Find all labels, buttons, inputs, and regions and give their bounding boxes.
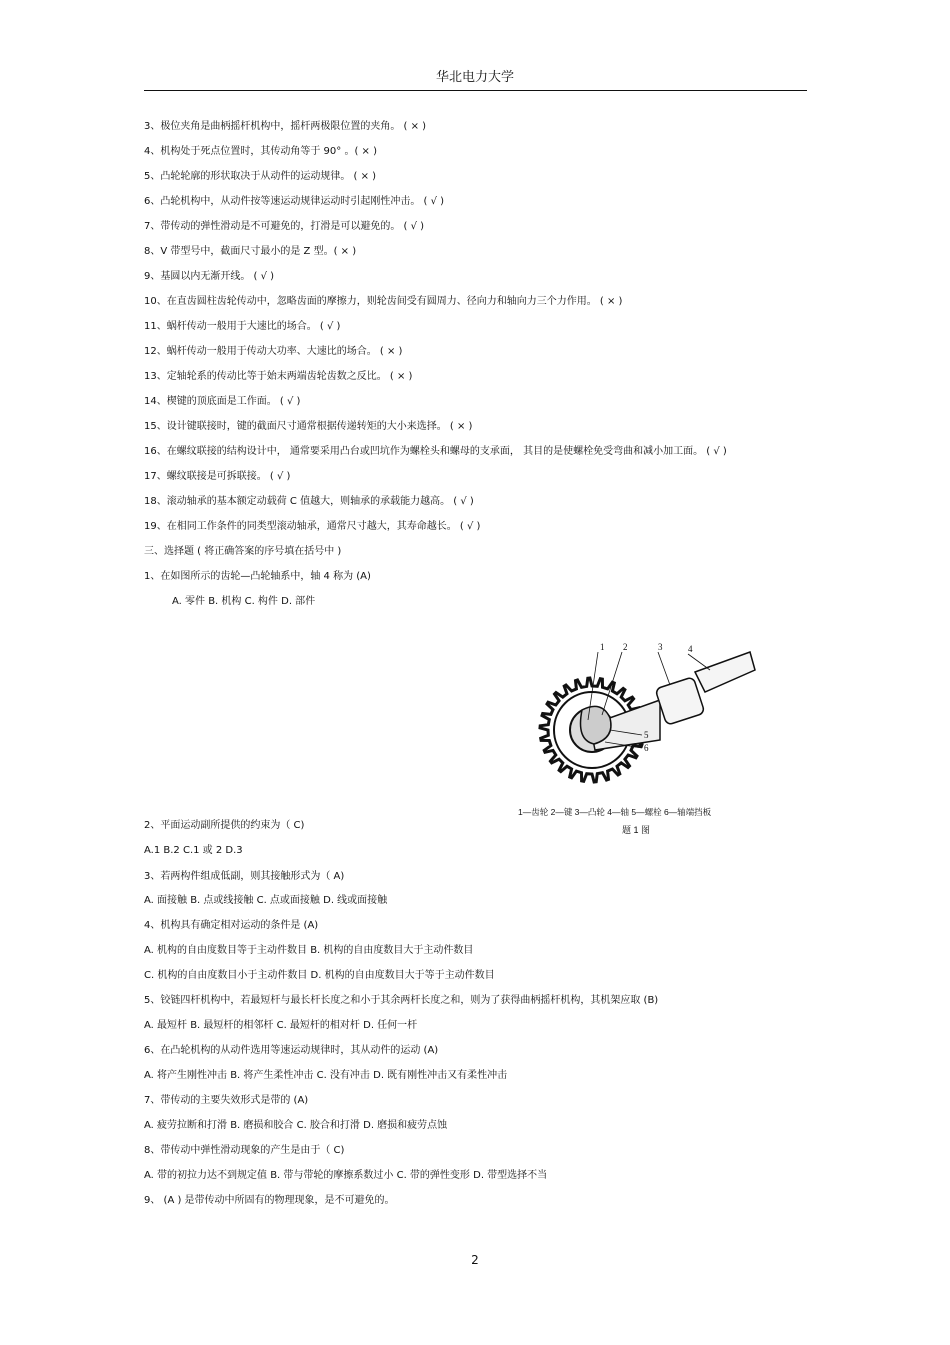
text-line: 3、若两构件组成低副，则其接触形式为（ A) [144,871,345,882]
label-1: 1 [600,642,605,652]
text-line: 2、平面运动副所提供的约束为（ C) [144,820,305,831]
figure-legend: 1—齿轮 2—键 3—凸轮 4—轴 5—螺栓 6—轴端挡板 [518,807,712,817]
text-line: A. 疲劳拉断和打滑 B. 磨损和胶合 C. 胶合和打滑 D. 磨损和疲劳点蚀 [144,1120,448,1131]
label-4: 4 [688,644,693,654]
text-line: 19、在相同工作条件的同类型滚动轴承，通常尺寸越大，其寿命越长。 ( √ ) [144,521,481,532]
figure-caption: 题 1 图 [622,825,651,835]
text-line: A. 零件 B. 机构 C. 构件 D. 部件 [172,596,316,607]
text-line: 10、在直齿圆柱齿轮传动中，忽略齿面的摩擦力，则轮齿间受有圆周力、径向力和轴向力三个力作用。 ( × ) [144,296,623,307]
page-number: 2 [471,1253,479,1267]
text-line: 8、带传动中弹性滑动现象的产生是由于（ C) [144,1145,345,1156]
text-line: 3、极位夹角是曲柄摇杆机构中，摇杆两极限位置的夹角。 ( × ) [144,121,427,132]
text-line: 三、选择题 ( 将正确答案的序号填在括号中 ) [144,546,342,557]
text-line: 8、V 带型号中，截面尺寸最小的是 Z 型。( × ) [144,246,357,257]
text-line: 13、定轴轮系的传动比等于始末两端齿轮齿数之反比。 ( × ) [144,371,413,382]
text-line: 6、在凸轮机构的从动件选用等速运动规律时，其从动件的运动 (A) [144,1045,439,1056]
text-line: 7、带传动的弹性滑动是不可避免的，打滑是可以避免的。 ( √ ) [144,221,425,232]
label-3: 3 [658,642,663,652]
text-line: 12、蜗杆传动一般用于传动大功率、大速比的场合。 ( × ) [144,346,403,357]
text-line: 4、机构处于死点位置时，其传动角等于 90° 。( × ) [144,146,377,157]
text-line: 7、带传动的主要失效形式是带的 (A) [144,1095,309,1106]
text-line: 1、在如图所示的齿轮—凸轮轴系中，轴 4 称为 (A) [144,571,371,582]
text-line: A. 最短杆 B. 最短杆的相邻杆 C. 最短杆的相对杆 D. 任何一杆 [144,1020,418,1031]
label-5: 5 [644,730,649,740]
text-line: 4、机构具有确定相对运动的条件是 (A) [144,920,319,931]
text-line: 9、基圆以内无渐开线。 ( √ ) [144,271,275,282]
text-line: 17、螺纹联接是可拆联接。 ( √ ) [144,471,291,482]
text-line: 5、凸轮轮廓的形状取决于从动件的运动规律。 ( × ) [144,171,377,182]
text-line: A. 将产生刚性冲击 B. 将产生柔性冲击 C. 没有冲击 D. 既有刚性冲击又有柔性冲击 [144,1070,508,1081]
page-header: 华北电力大学 [435,70,514,85]
text-line: 9、 (A ) 是带传动中所固有的物理现象，是不可避免的。 [144,1195,395,1206]
text-line: A. 机构的自由度数目等于主动件数目 B. 机构的自由度数目大于主动件数目 [144,945,474,956]
text-line: 5、铰链四杆机构中，若最短杆与最长杆长度之和小于其余两杆长度之和，则为了获得曲柄摇杆机构，其机架应取 (B) [144,995,659,1006]
text-line: 16、在螺纹联接的结构设计中， 通常要采用凸台或凹坑作为螺栓头和螺母的支承面， 其目的是使螺栓免受弯曲和减小加工面。 ( √ ) [144,446,727,457]
gear-cam-shaft-figure [510,630,770,840]
label-2: 2 [623,642,628,652]
text-line: A. 带的初拉力达不到规定值 B. 带与带轮的摩擦系数过小 C. 带的弹性变形 D. 带型选择不当 [144,1170,548,1181]
text-line: A.1 B.2 C.1 或 2 D.3 [144,845,243,856]
header-rule [144,90,807,91]
text-line: A. 面接触 B. 点或线接触 C. 点或面接触 D. 线或面接触 [144,895,388,906]
text-line: 6、凸轮机构中，从动件按等速运动规律运动时引起刚性冲击。 ( √ ) [144,196,445,207]
shaft-icon [590,652,755,750]
text-line: 18、滚动轴承的基本额定动载荷 C 值越大，则轴承的承载能力越高。 ( √ ) [144,496,474,507]
text-line: 14、楔键的顶底面是工作面。 ( √ ) [144,396,301,407]
label-6: 6 [644,743,649,753]
text-line: 11、蜗杆传动一般用于大速比的场合。 ( √ ) [144,321,341,332]
text-line: C. 机构的自由度数目小于主动件数目 D. 机构的自由度数目大于等于主动件数目 [144,970,495,981]
text-line: 15、设计键联接时，键的截面尺寸通常根据传递转矩的大小来选择。 ( × ) [144,421,473,432]
